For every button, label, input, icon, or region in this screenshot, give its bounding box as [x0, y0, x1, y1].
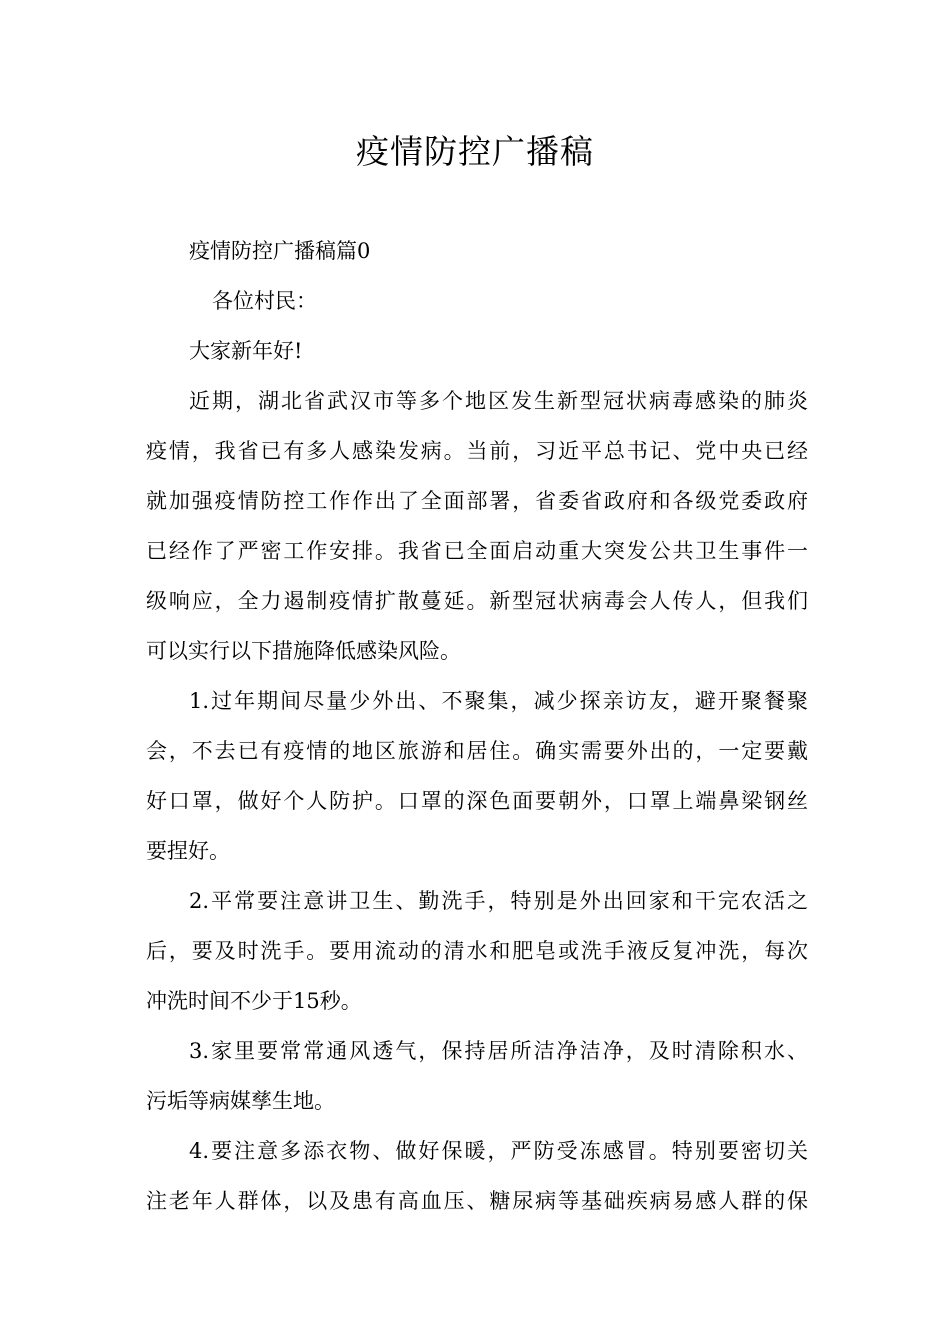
body-line: 要捏好。: [146, 839, 230, 863]
document-title: 疫情防控广播稿: [356, 132, 594, 171]
body-line: 近期，湖北省武汉市等多个地区发生新型冠状病毒感染的肺炎: [189, 389, 808, 413]
body-line: 可以实行以下措施降低感染风险。: [146, 639, 461, 663]
body-line: 级响应，全力遏制疫情扩散蔓延。新型冠状病毒会人传人，但我们: [146, 589, 808, 613]
body-line: 后，要及时洗手。要用流动的清水和肥皂或洗手液反复冲洗，每次: [146, 939, 808, 963]
body-line: 1.过年期间尽量少外出、不聚集，减少探亲访友，避开聚餐聚: [189, 689, 808, 713]
document-body: [146, 226, 808, 1226]
body-line: 会，不去已有疫情的地区旅游和居住。确实需要外出的，一定要戴: [146, 739, 808, 763]
body-line: 3.家里要常常通风透气，保持居所洁净洁净，及时清除积水、: [189, 1039, 808, 1063]
body-line: 注老年人群体，以及患有高血压、糖尿病等基础疾病易感人群的保: [146, 1189, 808, 1213]
body-line: 污垢等病媒孳生地。: [146, 1089, 335, 1113]
body-line: 2.平常要注意讲卫生、勤洗手，特别是外出回家和干完农活之: [189, 889, 808, 913]
body-line: 各位村民：: [212, 289, 317, 313]
body-line: 就加强疫情防控工作作出了全面部署，省委省政府和各级党委政府: [146, 489, 808, 513]
body-line: 大家新年好!: [189, 339, 303, 363]
body-line: 疫情防控广播稿篇0: [189, 239, 371, 263]
body-line: 疫情，我省已有多人感染发病。当前，习近平总书记、党中央已经: [146, 439, 808, 463]
body-line: 已经作了严密工作安排。我省已全面启动重大突发公共卫生事件一: [146, 539, 808, 563]
body-line: 冲洗时间不少于15秒。: [146, 989, 362, 1013]
body-line: 好口罩，做好个人防护。口罩的深色面要朝外，口罩上端鼻梁钢丝: [146, 789, 808, 813]
body-line: 4.要注意多添衣物、做好保暖，严防受冻感冒。特别要密切关: [189, 1139, 808, 1163]
